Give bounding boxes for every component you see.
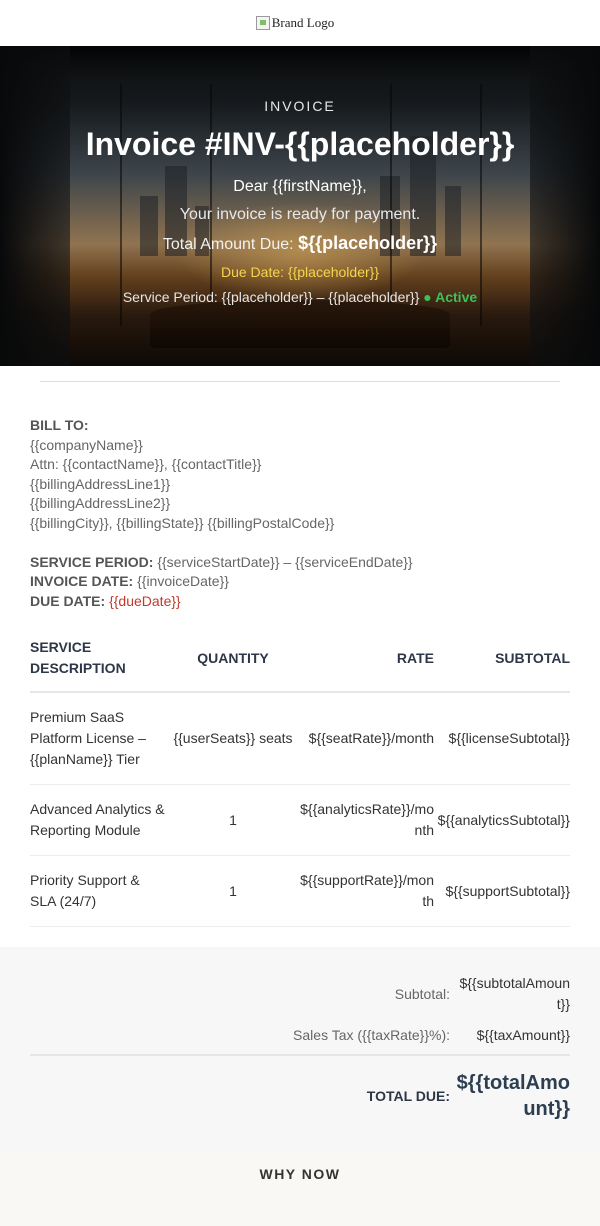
tax-label: Sales Tax ({{taxRate}}%): <box>293 1027 450 1044</box>
due-date-label: DUE DATE: <box>30 592 106 609</box>
broken-image-icon <box>256 16 270 30</box>
hero-due-date: Due Date: {{placeholder}} <box>220 264 379 280</box>
hero-eyebrow: INVOICE <box>264 98 336 114</box>
row-quantity: {{userSeats}} seats <box>168 692 298 785</box>
total-amount-value: ${{placeholder}} <box>298 233 438 253</box>
total-amount-due <box>0 233 600 254</box>
tax-value: ${{taxAmount}} <box>476 1027 570 1044</box>
row-description: Premium SaaS Platform License – {{planName}} Tier <box>30 692 168 785</box>
line-items-table <box>30 637 570 927</box>
table-row <box>30 785 570 856</box>
why-now-heading: WHY NOW <box>0 1152 600 1226</box>
total-due-value: ${{totalAmount}} <box>456 1072 570 1121</box>
header-quantity: QUANTITY <box>168 637 298 692</box>
address-line-1: {{billingAddressLine1}} <box>30 475 171 492</box>
total-due-row <box>30 1070 570 1122</box>
status-badge: ● Active <box>423 289 478 305</box>
address-line-2: {{billingAddressLine2}} <box>30 495 171 512</box>
row-rate: ${{supportRate}}/month <box>298 856 434 927</box>
service-period-label: SERVICE PERIOD: <box>30 553 154 570</box>
row-subtotal: ${{licenseSubtotal}} <box>434 692 570 785</box>
greeting: Dear {{firstName}}, <box>233 178 367 195</box>
invoice-date-row <box>30 572 570 592</box>
table-row <box>30 692 570 785</box>
total-due-label: TOTAL DUE: <box>366 1087 450 1104</box>
row-rate: ${{analyticsRate}}/month <box>298 785 434 856</box>
invoice-date-value: {{invoiceDate}} <box>137 573 229 590</box>
brand-logo-alt-text: Brand Logo <box>271 15 335 30</box>
table-row <box>30 856 570 927</box>
attention-line: Attn: {{contactName}}, {{contactTitle}} <box>30 456 262 473</box>
row-subtotal: ${{supportSubtotal}} <box>434 856 570 927</box>
brand-logo <box>256 15 334 31</box>
ready-message: Your invoice is ready for payment. <box>179 206 421 223</box>
hero-banner <box>0 46 600 366</box>
service-period-value: {{serviceStartDate}} – {{serviceEndDate}} <box>157 553 413 570</box>
company-name: {{companyName}} <box>30 436 143 453</box>
row-description: Advanced Analytics & Reporting Module <box>30 785 168 856</box>
row-quantity: 1 <box>168 785 298 856</box>
row-quantity: 1 <box>168 856 298 927</box>
due-date-row <box>30 592 570 612</box>
total-amount-label: Total Amount Due: <box>162 236 294 253</box>
header-description: SERVICE DESCRIPTION <box>30 637 168 692</box>
row-subtotal: ${{analyticsSubtotal}} <box>434 785 570 856</box>
service-period-row <box>30 553 570 573</box>
header-subtotal: SUBTOTAL <box>434 637 570 692</box>
row-description: Priority Support & SLA (24/7) <box>30 856 168 927</box>
service-period-text: Service Period: {{placeholder}} – {{placeholder}} <box>122 289 420 305</box>
row-rate: ${{seatRate}}/month <box>298 692 434 785</box>
tax-row <box>30 1025 570 1056</box>
subtotal-label: Subtotal: <box>394 985 450 1002</box>
due-date-value: {{dueDate}} <box>109 592 181 609</box>
city-state-zip: {{billingCity}}, {{billingState}} {{billingPostalCode}} <box>30 514 335 531</box>
totals-section <box>0 947 600 1152</box>
bill-to-label: BILL TO: <box>30 417 89 433</box>
billing-details <box>0 382 600 611</box>
header-rate: RATE <box>298 637 434 692</box>
subtotal-value: ${{subtotalAmount}} <box>459 975 570 1013</box>
hero-service-period <box>0 289 600 305</box>
invoice-title: Invoice #INV-{{placeholder}} <box>85 126 515 162</box>
table-header-row <box>30 637 570 692</box>
subtotal-row <box>30 973 570 1015</box>
brand-header <box>0 0 600 46</box>
invoice-date-label: INVOICE DATE: <box>30 573 134 590</box>
